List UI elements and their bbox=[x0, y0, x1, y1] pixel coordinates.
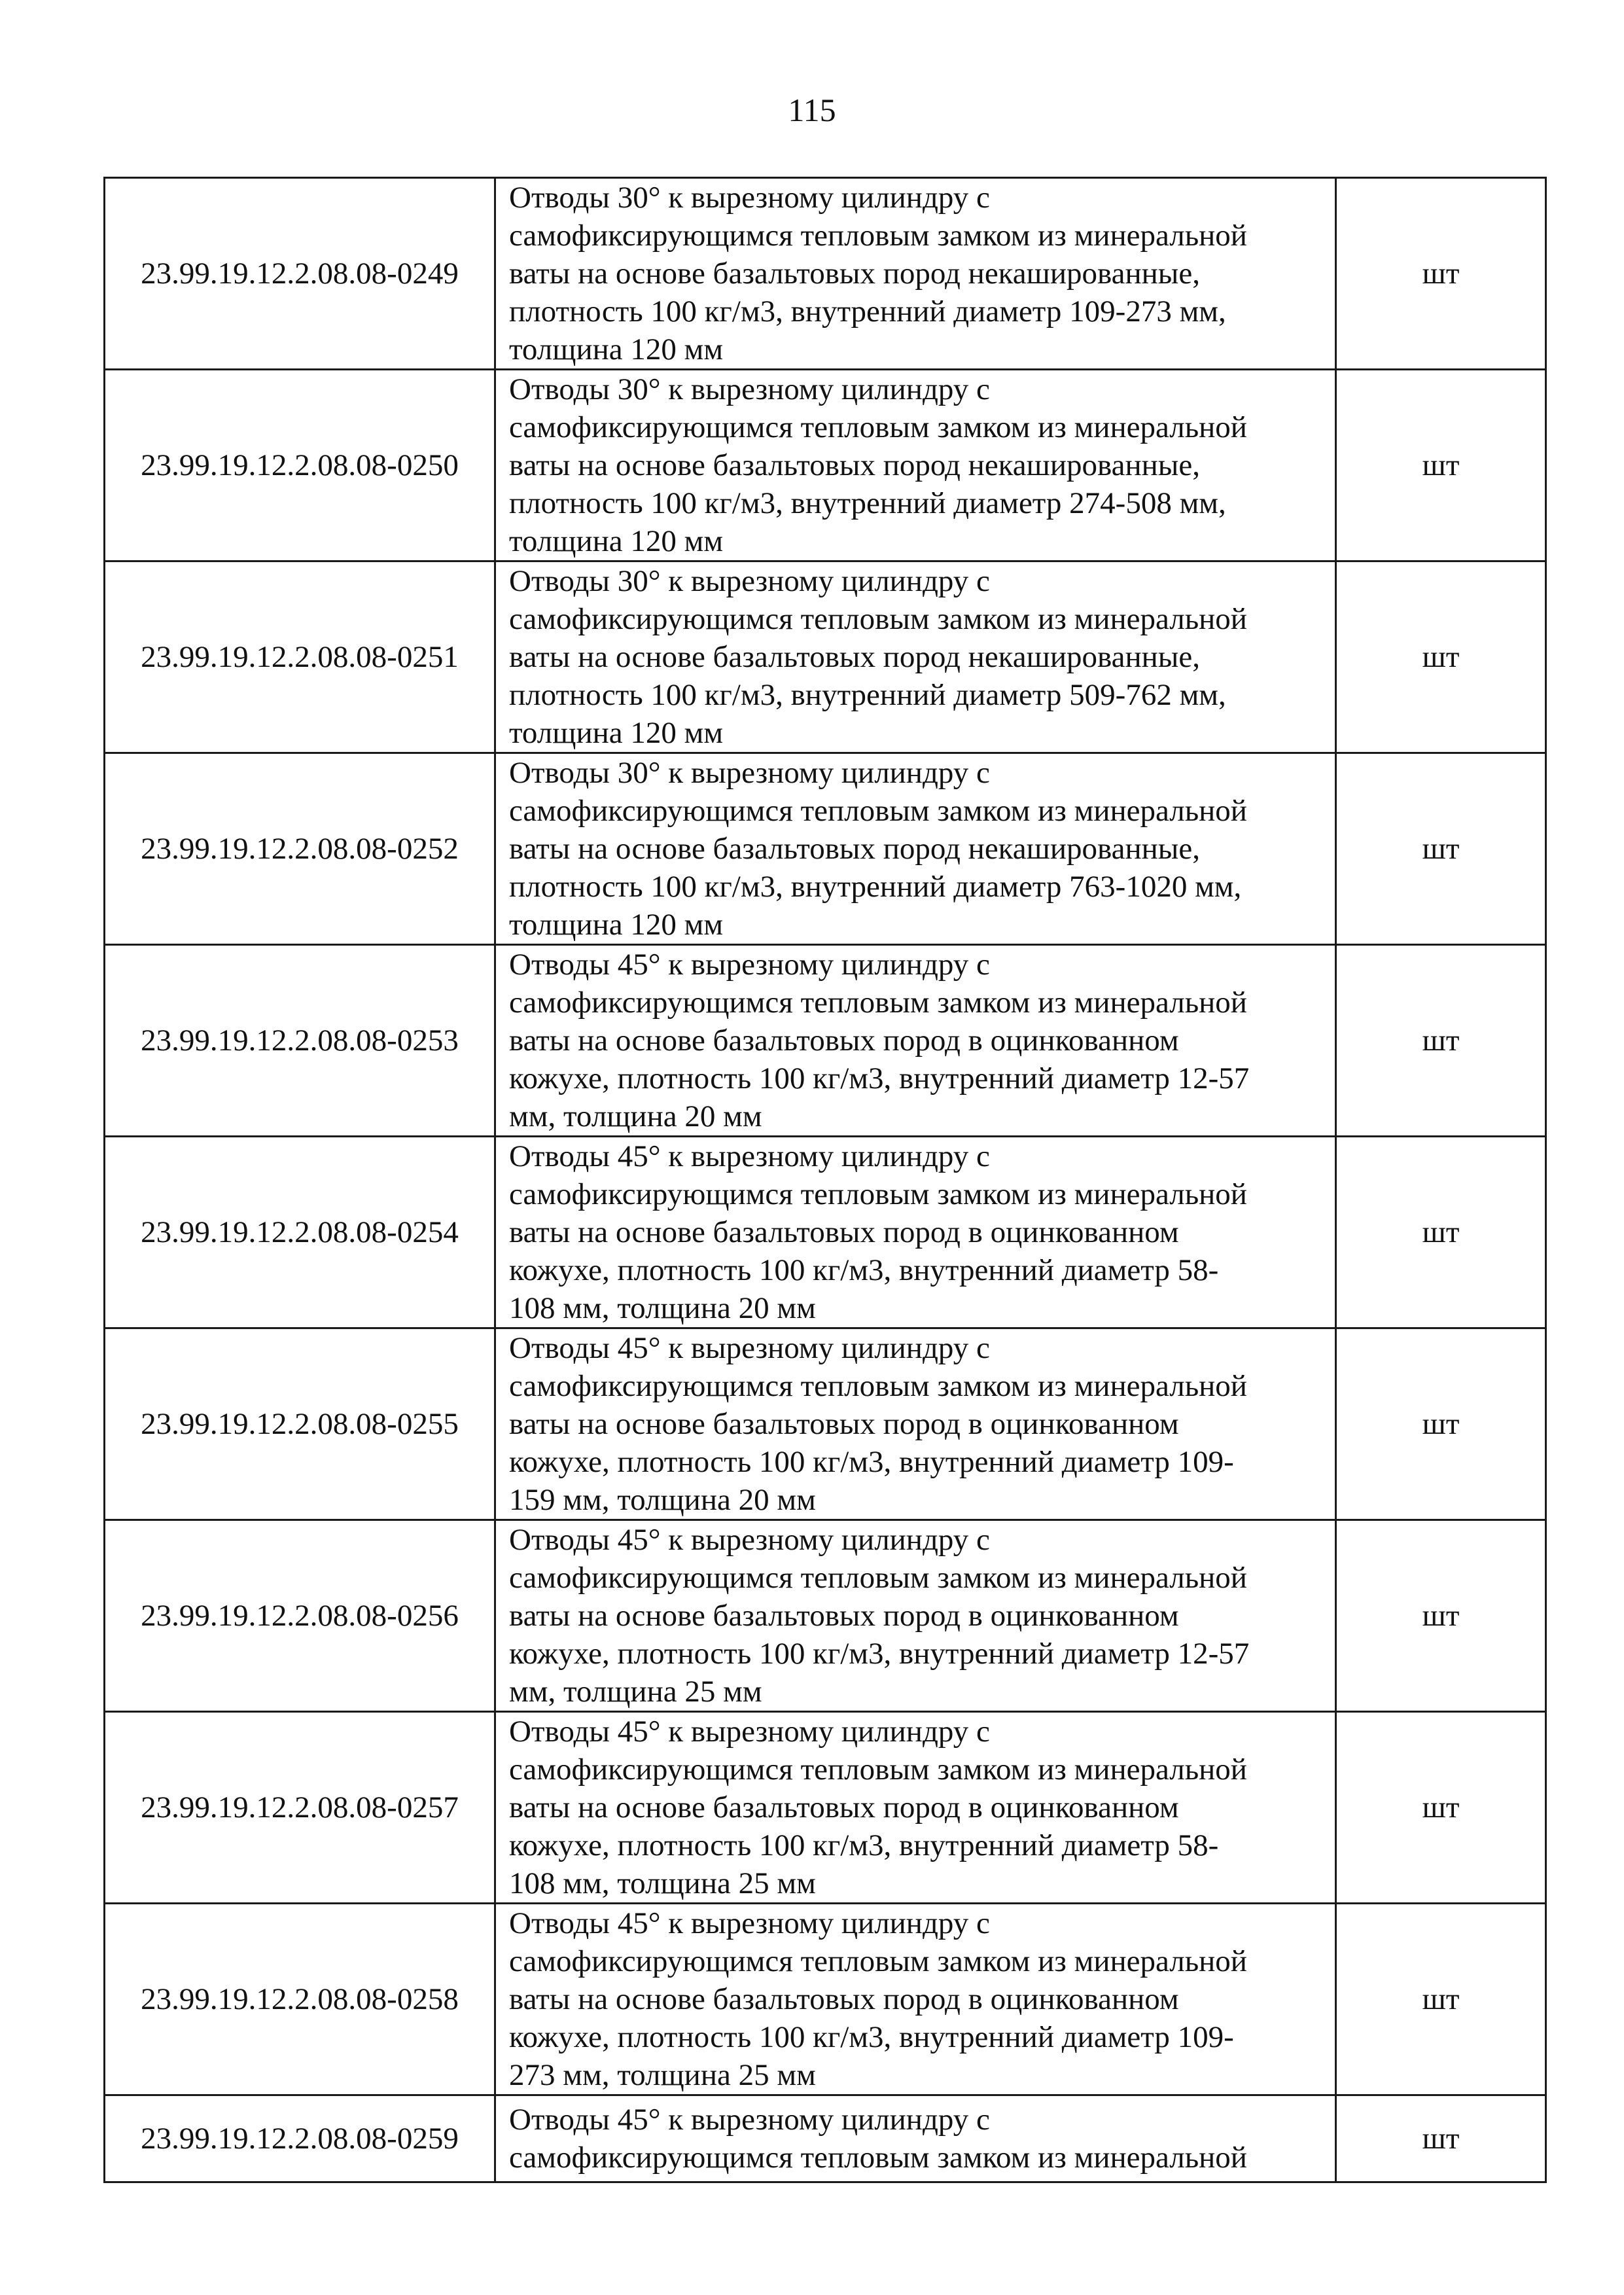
description-line: кожухе, плотность 100 кг/м3, внутренний диаметр 12-57 bbox=[509, 1061, 1250, 1095]
description-line: мм, толщина 25 мм bbox=[509, 1675, 762, 1709]
table-row bbox=[105, 561, 1546, 753]
description-cell bbox=[495, 370, 1336, 561]
unit-cell: шт bbox=[1336, 370, 1546, 561]
code-cell: 23.99.19.12.2.08.08-0255 bbox=[105, 1328, 495, 1520]
description-line: 159 мм, толщина 20 мм bbox=[509, 1483, 816, 1517]
table-row bbox=[105, 1137, 1546, 1328]
table-row bbox=[105, 1712, 1546, 1904]
description-cell bbox=[495, 1520, 1336, 1712]
description-line: кожухе, плотность 100 кг/м3, внутренний диаметр 58- bbox=[509, 1253, 1219, 1287]
unit-cell: шт bbox=[1336, 945, 1546, 1137]
unit-cell: шт bbox=[1336, 753, 1546, 945]
description-line: Отводы 30° к вырезному цилиндру с bbox=[509, 372, 990, 406]
description-line: самофиксирующимся тепловым замком из минеральной bbox=[509, 1944, 1247, 1978]
table-row bbox=[105, 1520, 1546, 1712]
table-row bbox=[105, 370, 1546, 561]
description-cell bbox=[495, 2095, 1336, 2182]
description-line: ваты на основе базальтовых пород некашированные, bbox=[509, 257, 1200, 291]
code-cell: 23.99.19.12.2.08.08-0254 bbox=[105, 1137, 495, 1328]
description-line: плотность 100 кг/м3, внутренний диаметр 274-508 мм, bbox=[509, 486, 1226, 520]
description-line: ваты на основе базальтовых пород некашированные, bbox=[509, 448, 1200, 482]
description-cell bbox=[495, 1904, 1336, 2095]
code-cell: 23.99.19.12.2.08.08-0249 bbox=[105, 178, 495, 370]
description-line: Отводы 45° к вырезному цилиндру с bbox=[509, 948, 990, 982]
catalog-table bbox=[103, 177, 1547, 2183]
description-line: кожухе, плотность 100 кг/м3, внутренний диаметр 12-57 bbox=[509, 1637, 1250, 1671]
description-line: ваты на основе базальтовых пород в оцинкованном bbox=[509, 1407, 1179, 1441]
description-cell bbox=[495, 1137, 1336, 1328]
description-line: самофиксирующимся тепловым замком из минеральной bbox=[509, 410, 1247, 444]
description-line: Отводы 45° к вырезному цилиндру с bbox=[509, 1715, 990, 1749]
code-cell: 23.99.19.12.2.08.08-0256 bbox=[105, 1520, 495, 1712]
description-cell bbox=[495, 178, 1336, 370]
description-line: ваты на основе базальтовых пород некашированные, bbox=[509, 640, 1200, 674]
description-cell bbox=[495, 561, 1336, 753]
catalog-table-body bbox=[105, 178, 1546, 2182]
description-line: толщина 120 мм bbox=[509, 716, 724, 750]
code-cell: 23.99.19.12.2.08.08-0258 bbox=[105, 1904, 495, 2095]
description-line: ваты на основе базальтовых пород в оцинкованном bbox=[509, 1023, 1179, 1058]
description-line: плотность 100 кг/м3, внутренний диаметр 763-1020 мм, bbox=[509, 870, 1242, 904]
description-cell bbox=[495, 1712, 1336, 1904]
description-line: 108 мм, толщина 25 мм bbox=[509, 1866, 816, 1900]
description-cell bbox=[495, 945, 1336, 1137]
description-line: Отводы 45° к вырезному цилиндру с bbox=[509, 2103, 990, 2137]
description-line: толщина 120 мм bbox=[509, 908, 724, 942]
unit-cell: шт bbox=[1336, 1520, 1546, 1712]
description-cell bbox=[495, 1328, 1336, 1520]
code-cell: 23.99.19.12.2.08.08-0252 bbox=[105, 753, 495, 945]
description-line: ваты на основе базальтовых пород в оцинкованном bbox=[509, 1215, 1179, 1249]
code-cell: 23.99.19.12.2.08.08-0259 bbox=[105, 2095, 495, 2182]
description-line: ваты на основе базальтовых пород в оцинкованном bbox=[509, 1982, 1179, 2016]
code-cell: 23.99.19.12.2.08.08-0257 bbox=[105, 1712, 495, 1904]
description-line: ваты на основе базальтовых пород в оцинкованном bbox=[509, 1599, 1179, 1633]
code-cell: 23.99.19.12.2.08.08-0251 bbox=[105, 561, 495, 753]
unit-cell: шт bbox=[1336, 561, 1546, 753]
description-line: ваты на основе базальтовых пород в оцинкованном bbox=[509, 1790, 1179, 1824]
table-row bbox=[105, 1904, 1546, 2095]
description-line: Отводы 45° к вырезному цилиндру с bbox=[509, 1139, 990, 1173]
description-line: самофиксирующимся тепловым замком из минеральной bbox=[509, 1369, 1247, 1403]
description-line: самофиксирующимся тепловым замком из минеральной bbox=[509, 794, 1247, 828]
description-line: плотность 100 кг/м3, внутренний диаметр 109-273 мм, bbox=[509, 294, 1226, 329]
code-cell: 23.99.19.12.2.08.08-0253 bbox=[105, 945, 495, 1137]
description-line: самофиксирующимся тепловым замком из минеральной bbox=[509, 1561, 1247, 1595]
description-line: Отводы 30° к вырезному цилиндру с bbox=[509, 181, 990, 215]
description-line: самофиксирующимся тепловым замком из минеральной bbox=[509, 1752, 1247, 1787]
description-line: кожухе, плотность 100 кг/м3, внутренний диаметр 109- bbox=[509, 2020, 1234, 2054]
description-line: толщина 120 мм bbox=[509, 524, 724, 558]
code-cell: 23.99.19.12.2.08.08-0250 bbox=[105, 370, 495, 561]
unit-cell: шт bbox=[1336, 1328, 1546, 1520]
unit-cell: шт bbox=[1336, 2095, 1546, 2182]
description-line: кожухе, плотность 100 кг/м3, внутренний диаметр 109- bbox=[509, 1445, 1234, 1479]
description-line: Отводы 45° к вырезному цилиндру с bbox=[509, 1331, 990, 1365]
description-line: Отводы 30° к вырезному цилиндру с bbox=[509, 564, 990, 598]
description-line: ваты на основе базальтовых пород некашированные, bbox=[509, 832, 1200, 866]
description-line: толщина 120 мм bbox=[509, 332, 724, 366]
description-line: мм, толщина 20 мм bbox=[509, 1099, 762, 1133]
description-line: Отводы 30° к вырезному цилиндру с bbox=[509, 756, 990, 790]
description-line: самофиксирующимся тепловым замком из минеральной bbox=[509, 1177, 1247, 1211]
description-line: 108 мм, толщина 20 мм bbox=[509, 1291, 816, 1325]
table-row bbox=[105, 1328, 1546, 1520]
description-line: самофиксирующимся тепловым замком из минеральной bbox=[509, 602, 1247, 636]
unit-cell: шт bbox=[1336, 178, 1546, 370]
description-line: Отводы 45° к вырезному цилиндру с bbox=[509, 1523, 990, 1557]
description-line: 273 мм, толщина 25 мм bbox=[509, 2058, 816, 2092]
table-row bbox=[105, 2095, 1546, 2182]
description-line: плотность 100 кг/м3, внутренний диаметр 509-762 мм, bbox=[509, 678, 1226, 712]
table-row bbox=[105, 178, 1546, 370]
description-line: Отводы 45° к вырезному цилиндру с bbox=[509, 1906, 990, 1940]
description-line: кожухе, плотность 100 кг/м3, внутренний диаметр 58- bbox=[509, 1828, 1219, 1862]
unit-cell: шт bbox=[1336, 1712, 1546, 1904]
unit-cell: шт bbox=[1336, 1137, 1546, 1328]
page-number: 115 bbox=[788, 92, 836, 128]
table-row bbox=[105, 753, 1546, 945]
description-line: самофиксирующимся тепловым замком из минеральной bbox=[509, 2141, 1247, 2175]
description-cell bbox=[495, 753, 1336, 945]
table-row bbox=[105, 945, 1546, 1137]
unit-cell: шт bbox=[1336, 1904, 1546, 2095]
description-line: самофиксирующимся тепловым замком из минеральной bbox=[509, 986, 1247, 1020]
description-line: самофиксирующимся тепловым замком из минеральной bbox=[509, 219, 1247, 253]
